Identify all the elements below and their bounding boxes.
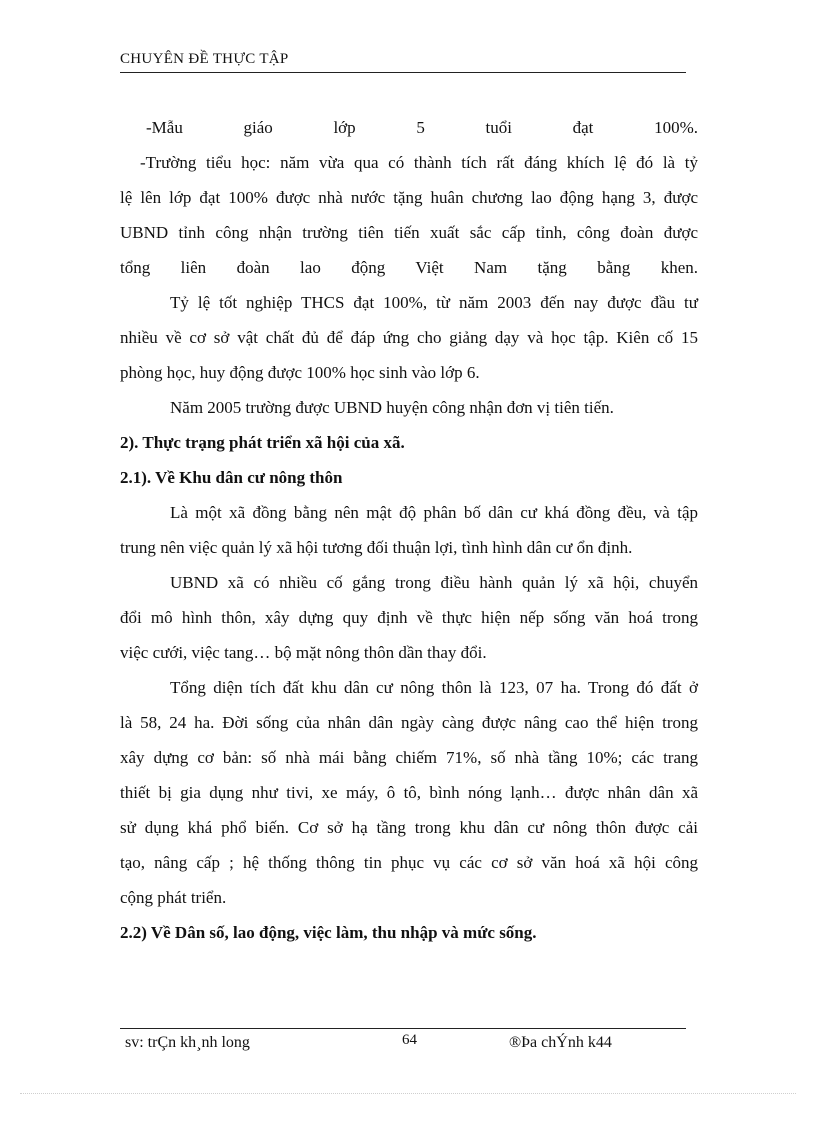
page-edge-divider [20, 1093, 796, 1094]
paragraph-line: nhiều về cơ sở vật chất đủ để đáp ứng cho giảng dạy và học tập. Kiên cố 15 [120, 328, 698, 347]
paragraph-line: Tổng diện tích đất khu dân cư nông thôn là 123, 07 ha. Trong đó đất ở [170, 678, 698, 697]
paragraph-line: là 58, 24 ha. Đời sống của nhân dân ngày càng được nâng cao thể hiện trong [120, 713, 698, 732]
paragraph-line: Tỷ lệ tốt nghiệp THCS đạt 100%, từ năm 2003 đến nay được đầu tư [170, 293, 698, 312]
footer-rule [120, 1028, 686, 1029]
paragraph-line: sử dụng khá phổ biến. Cơ sở hạ tầng trong khu dân cư nông thôn được cải [120, 818, 698, 837]
subsection-heading: 2.1). Về Khu dân cư nông thôn [120, 468, 343, 487]
paragraph-line: UBND xã có nhiều cố gắng trong điều hành quản lý xã hội, chuyển [170, 573, 698, 592]
page-number: 64 [402, 1032, 417, 1048]
paragraph-line: -Mẫu giáo lớp 5 tuổi đạt 100%. [146, 118, 698, 137]
paragraph-line: thiết bị gia dụng như tivi, xe máy, ô tô, bình nóng lạnh… được nhân dân xã [120, 783, 698, 802]
paragraph-line: Năm 2005 trường được UBND huyện công nhận đơn vị tiên tiến. [170, 398, 614, 417]
section-heading: 2). Thực trạng phát triển xã hội của xã. [120, 433, 405, 452]
header-rule [120, 72, 686, 73]
footer-author: sv: trÇn kh¸nh long [125, 1034, 250, 1051]
paragraph-line: xây dựng cơ bản: số nhà mái bằng chiếm 71%, số nhà tầng 10%; các trang [120, 748, 698, 767]
footer-class: ®Þa chÝnh k44 [509, 1034, 612, 1051]
paragraph-line: việc cưới, việc tang… bộ mặt nông thôn dần thay đổi. [120, 643, 487, 662]
subsection-heading: 2.2) Về Dân số, lao động, việc làm, thu nhập và mức sống. [120, 923, 537, 942]
paragraph-line: -Trường tiểu học: năm vừa qua có thành tích rất đáng khích lệ đó là tỷ [140, 153, 698, 172]
paragraph-line: cộng phát triển. [120, 888, 227, 907]
paragraph-line: Là một xã đồng bằng nên mật độ phân bố dân cư khá đồng đều, và tập [170, 503, 698, 522]
paragraph-line: UBND tỉnh công nhận trường tiên tiến xuất sắc cấp tỉnh, công đoàn được [120, 223, 698, 242]
paragraph-line: đổi mô hình thôn, xây dựng quy định về thực hiện nếp sống văn hoá trong [120, 608, 698, 627]
paragraph-line: phòng học, huy động được 100% học sinh vào lớp 6. [120, 363, 480, 382]
body-text [120, 106, 698, 946]
paragraph-line: lệ lên lớp đạt 100% được nhà nước tặng huân chương lao động hạng 3, được [120, 188, 698, 207]
header-title: CHUYÊN ĐỀ THỰC TẬP [120, 51, 289, 67]
paragraph-line: trung nên việc quản lý xã hội tương đối thuận lợi, tình hình dân cư ổn định. [120, 538, 633, 557]
paragraph-line: tổng liên đoàn lao động Việt Nam tặng bằng khen. [120, 258, 698, 277]
paragraph-line: tạo, nâng cấp ; hệ thống thông tin phục vụ các cơ sở văn hoá xã hội công [120, 853, 698, 872]
